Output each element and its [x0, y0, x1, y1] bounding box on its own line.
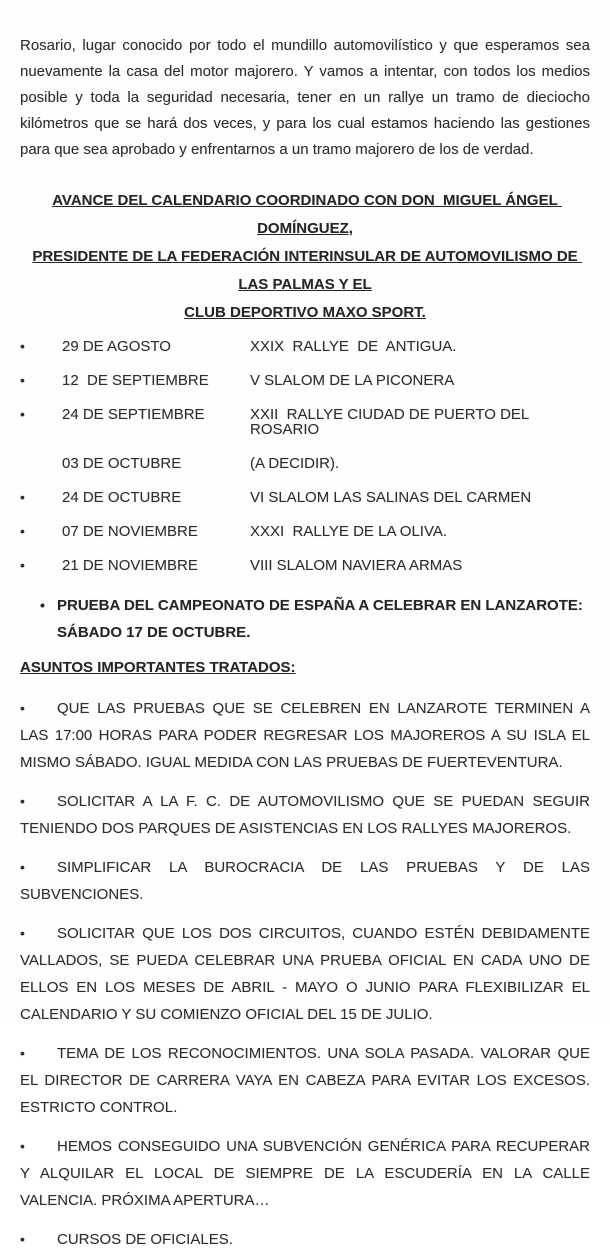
calendar-heading [20, 187, 590, 327]
bullet-icon: • [20, 406, 25, 422]
topics-heading: ASUNTOS IMPORTANTES TRATADOS: [20, 659, 296, 676]
bullet-icon: • [20, 338, 25, 354]
topic-item [20, 920, 590, 1028]
calendar-heading-line: PRESIDENTE DE LA FEDERACIÓN INTERINSULAR DE AUTOMOVILISMO DE LAS PALMAS Y EL [32, 248, 582, 293]
calendar-event: XXIX RALLYE DE ANTIGUA. [250, 338, 457, 355]
topic-text: SOLICITAR A LA F. C. DE AUTOMOVILISMO QUE SE PUEDAN SEGUIR TENIENDO DOS PARQUES DE ASISTENCIAS EN LOS RALLYES MAJOREROS. [20, 793, 590, 837]
calendar-event: XXXI RALLYE DE LA OLIVA. [250, 523, 448, 540]
topic-item [20, 695, 590, 776]
calendar-list [20, 339, 590, 573]
topic-text: QUE LAS PRUEBAS QUE SE CELEBREN EN LANZAROTE TERMINEN A LAS 17:00 HORAS PARA PODER REGRESAR LOS MAJOREROS A SU ISLA EL MISMO SÁBADO. IGUAL MEDIDA CON LAS PRUEBAS DE FUERTEVENTURA. [20, 700, 590, 771]
calendar-date: 29 DE AGOSTO [62, 338, 171, 355]
bullet-icon: • [20, 523, 25, 539]
topic-text: TEMA DE LOS RECONOCIMIENTOS. UNA SOLA PASADA. VALORAR QUE EL DIRECTOR DE CARRERA VAYA EN CABEZA PARA EVITAR LOS EXCESOS. ESTRICTO CONTROL. [20, 1045, 590, 1116]
calendar-date: 07 DE NOVIEMBRE [62, 523, 198, 540]
calendar-row [20, 373, 590, 388]
calendar-event: V SLALOM DE LA PICONERA [250, 372, 455, 389]
calendar-row [20, 524, 590, 539]
calendar-row [20, 339, 590, 354]
bullet-icon: • [20, 700, 25, 716]
calendar-date: 12 DE SEPTIEMBRE [62, 372, 209, 389]
bullet-icon: • [20, 557, 25, 573]
calendar-event: VI SLALOM LAS SALINAS DEL CARMEN [250, 489, 532, 506]
championship-note-text: PRUEBA DEL CAMPEONATO DE ESPAÑA A CELEBRAR EN LANZAROTE: SÁBADO 17 DE OCTUBRE. [57, 597, 583, 641]
calendar-row [20, 407, 590, 437]
calendar-row [20, 558, 590, 573]
topic-item [20, 1226, 590, 1253]
intro-paragraph: Rosario, lugar conocido por todo el mundillo automovilístico y que esperamos sea nuevamente la casa del motor majorero. Y vamos a intentar, con todos los medios posible y toda la seguridad necesaria, tener en un rallye un tramo de dieciocho kilómetros que se hará dos veces, y para los cual estamos haciendo las gestiones para que sea aprobado y enfrentarnos a un tramo majorero de los de verdad. [20, 37, 590, 158]
calendar-event: VIII SLALOM NAVIERA ARMAS [250, 557, 463, 574]
bullet-icon: • [20, 1231, 25, 1247]
bullet-icon: • [20, 793, 25, 809]
calendar-event: XXII RALLYE CIUDAD DE PUERTO DEL ROSARIO [250, 406, 533, 438]
calendar-heading-line: AVANCE DEL CALENDARIO COORDINADO CON DON MIGUEL ÁNGEL DOMÍNGUEZ, [52, 192, 562, 237]
calendar-heading-line: CLUB DEPORTIVO MAXO SPORT. [184, 304, 426, 321]
calendar-date: 24 DE SEPTIEMBRE [62, 406, 205, 423]
topic-item [20, 1040, 590, 1121]
bullet-icon: • [20, 489, 25, 505]
bullet-icon: • [20, 372, 25, 388]
topics-list [20, 695, 590, 1253]
bullet-icon: • [20, 859, 25, 875]
topic-text: CURSOS DE OFICIALES. [57, 1231, 233, 1248]
calendar-date: 24 DE OCTUBRE [62, 489, 182, 506]
topic-text: SIMPLIFICAR LA BUROCRACIA DE LAS PRUEBAS Y DE LAS SUBVENCIONES. [20, 859, 590, 903]
bullet-icon: • [20, 1045, 25, 1061]
topic-item [20, 1133, 590, 1214]
topic-item [20, 788, 590, 842]
topic-text: SOLICITAR QUE LOS DOS CIRCUITOS, CUANDO ESTÉN DEBIDAMENTE VALLADOS, SE PUEDA CELEBRAR UNA PRUEBA OFICIAL EN CADA UNO DE ELLOS EN LOS MESES DE ABRIL - MAYO O JUNIO PARA FLEXIBILIZAR EL CALENDARIO Y SU COMIENZO OFICIAL DEL 15 DE JULIO. [20, 925, 590, 1023]
bullet-icon: • [40, 597, 45, 613]
bullet-icon [20, 456, 62, 471]
championship-note [20, 592, 590, 646]
calendar-date: 03 DE OCTUBRE [62, 455, 182, 472]
topic-item [20, 854, 590, 908]
calendar-event: (A DECIDIR). [250, 455, 340, 472]
calendar-date: 21 DE NOVIEMBRE [62, 557, 198, 574]
calendar-row [20, 456, 590, 471]
bullet-icon: • [20, 1138, 25, 1154]
topic-text: HEMOS CONSEGUIDO UNA SUBVENCIÓN GENÉRICA PARA RECUPERAR Y ALQUILAR EL LOCAL DE SIEMPRE DE LA ESCUDERÍA EN LA CALLE VALENCIA. PRÓXIMA APERTURA… [20, 1138, 590, 1209]
calendar-row [20, 490, 590, 505]
bullet-icon: • [20, 925, 25, 941]
